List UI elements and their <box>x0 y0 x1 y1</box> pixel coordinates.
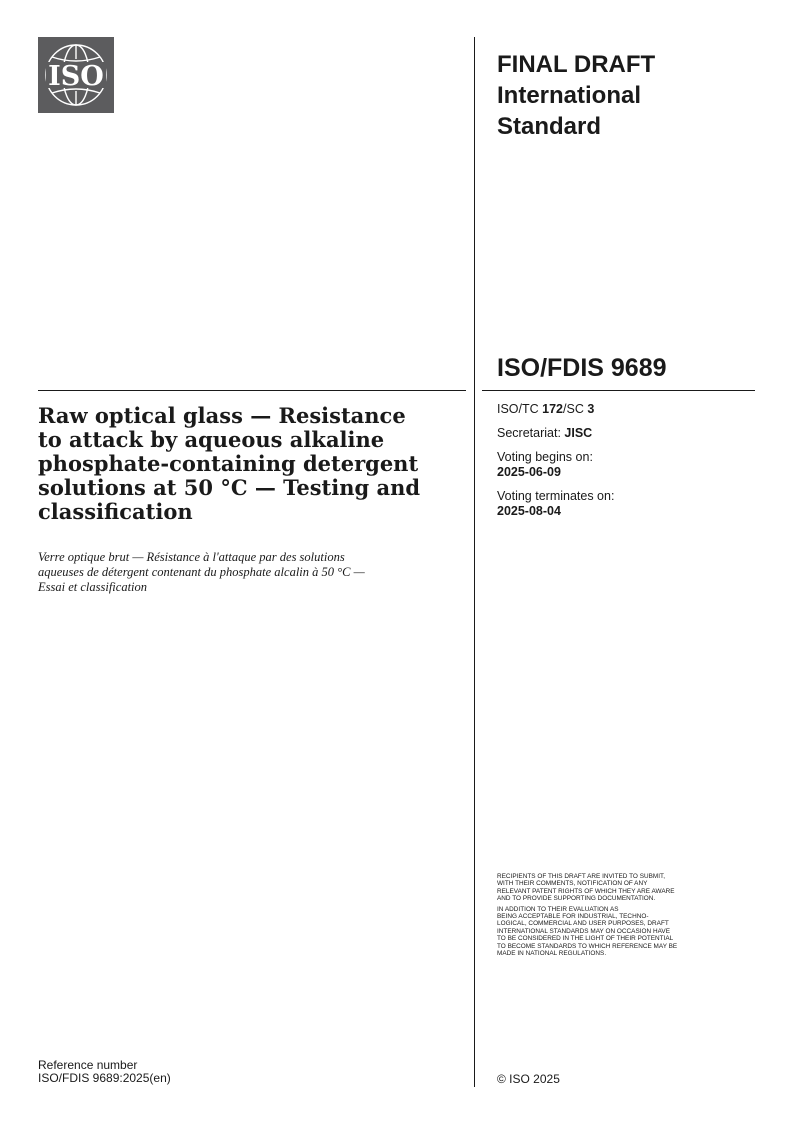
title-line-2: to attack by aqueous alkaline <box>38 427 385 452</box>
disclaimer-line: BEING ACCEPTABLE FOR INDUSTRIAL, TECHNO- <box>497 913 649 921</box>
disclaimer-line: RELEVANT PATENT RIGHTS OF WHICH THEY ARE AWARE <box>497 887 675 895</box>
horizontal-divider-right <box>482 390 755 391</box>
disclaimer-line: RECIPIENTS OF THIS DRAFT ARE INVITED TO SUBMIT, <box>497 873 666 880</box>
disclaimer-line: TO BE CONSIDERED IN THE LIGHT OF THEIR POTENTIAL <box>497 935 674 943</box>
secretariat-label: Secretariat: <box>497 426 565 440</box>
subtitle-line-3: Essai et classification <box>38 580 148 594</box>
heading-line-2: International <box>497 82 642 109</box>
title-line-4: solutions at 50 °C — Testing and <box>38 475 421 500</box>
disclaimer-line: TO BECOME STANDARDS TO WHICH REFERENCE MAY BE <box>497 942 678 950</box>
title-line-5: classification <box>38 499 193 524</box>
heading-line-1: FINAL DRAFT <box>497 51 656 78</box>
disclaimer-line: MADE IN NATIONAL REGULATIONS. <box>497 950 607 958</box>
logo-text: ISO <box>48 61 104 92</box>
disclaimer-line: LOGICAL, COMMERCIAL AND USER PURPOSES, DRAFT <box>497 920 669 928</box>
iso-globe-logo-icon <box>38 37 114 113</box>
voting-begins-date <box>497 465 757 480</box>
disclaimer-line: INTERNATIONAL STANDARDS MAY ON OCCASION HAVE <box>497 927 670 935</box>
committee-sep: /SC <box>563 402 588 416</box>
disclaimer-line: AND TO PROVIDE SUPPORTING DOCUMENTATION. <box>497 895 656 903</box>
horizontal-divider-left <box>38 390 466 391</box>
title-line-1: Raw optical glass — Resistance <box>38 403 406 428</box>
voting-begins-label: Voting begins on: <box>497 450 593 464</box>
committee-tc: 172 <box>542 402 564 416</box>
voting-terminates-date <box>497 504 757 519</box>
committee <box>497 402 757 417</box>
subtitle-line-1: Verre optique brut — Résistance à l'attaque par des solutions <box>38 550 345 564</box>
heading-line-3: Standard <box>497 113 602 140</box>
disclaimer-line: WITH THEIR COMMENTS, NOTIFICATION OF ANY <box>497 880 648 888</box>
french-title <box>38 550 458 595</box>
copyright: © ISO 2025 <box>497 1072 560 1086</box>
reference-number <box>38 1059 171 1085</box>
voting-terminates-date-value: 2025-08-04 <box>497 504 561 518</box>
iso-logo <box>38 37 114 113</box>
document-metadata <box>497 402 757 519</box>
document-status-heading <box>497 49 757 142</box>
draft-disclaimer <box>497 873 755 957</box>
disclaimer-line: IN ADDITION TO THEIR EVALUATION AS <box>497 905 619 913</box>
subtitle-line-2: aqueuses de détergent contenant du phosphate alcalin à 50 °C — <box>38 565 365 579</box>
document-number: ISO/FDIS 9689 <box>497 354 667 382</box>
voting-begins-date-value: 2025-06-09 <box>497 465 561 479</box>
vertical-divider <box>474 37 475 1087</box>
committee-prefix: ISO/TC <box>497 402 543 416</box>
voting-terminates-label: Voting terminates on: <box>497 489 615 503</box>
committee-sc: 3 <box>587 402 595 416</box>
secretariat <box>497 426 757 441</box>
secretariat-value: JISC <box>564 426 593 440</box>
reference-label: Reference number <box>38 1058 138 1072</box>
title-line-3: phosphate-containing detergent <box>38 451 419 476</box>
document-title <box>38 404 438 524</box>
reference-value: ISO/FDIS 9689:2025(en) <box>38 1071 171 1085</box>
